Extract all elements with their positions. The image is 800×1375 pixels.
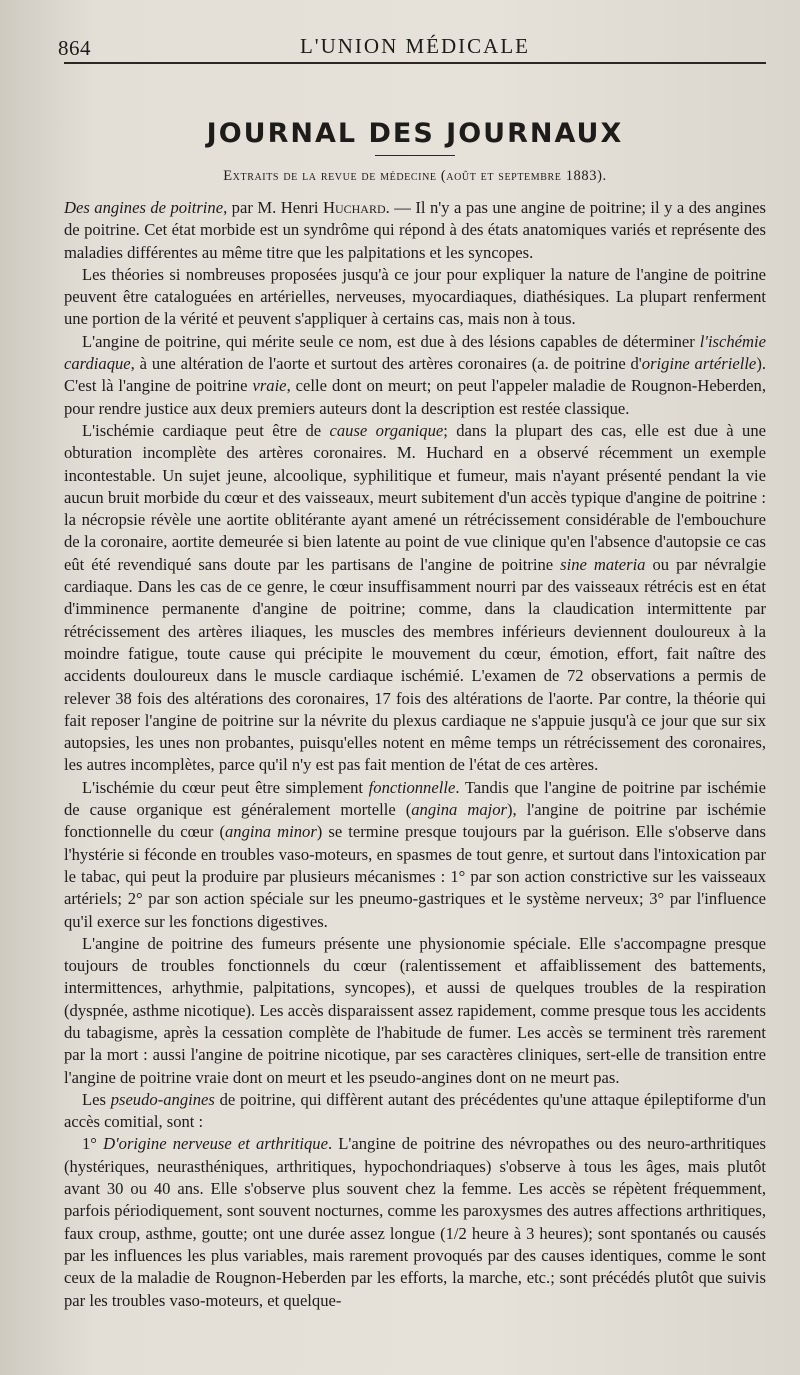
- text-run: L'angine de poitrine des fumeurs présente une physionomie spéciale. Elle s'accompagne presque toujours de troubles fonctionnels du cœur (ralentissement et affaiblissement des battements, intermittences, arhythmie, palpitations, syncopes), et aussi de quelques troubles de la respiration (dyspnée, asthme nicotique). Les accès disparaissent assez rapidement, comme presque tous les accidents du tabagisme, après la cessation complète de l'habitude de fumer. Les accès se terminent très rarement par la mort : aussi l'angine de poitrine nicotique, par ses caractères cliniques, sert-elle de transition entre l'angine de poitrine vraie dont on meurt et les pseudo-angines dont on ne meurt pas.: [64, 933, 766, 1087]
- italic-text: pseudo-angines: [110, 1089, 215, 1109]
- page-number: 864: [58, 36, 91, 60]
- journal-name: L'UNION MÉDICALE: [299, 34, 530, 58]
- italic-text: fonctionnelle: [368, 777, 456, 797]
- text-run: , par M. Henri: [223, 198, 323, 217]
- text-run: . Tandis que l'angine de poitrine par ischémie de cause organique est généralement mortelle (: [64, 777, 766, 820]
- italic-text: origine artérielle: [641, 354, 757, 374]
- text-run: ), l'angine de poitrine par ischémie fonctionnelle du cœur (: [64, 800, 767, 842]
- text-run: ou par névralgie cardiaque. Dans les cas de ce genre, le cœur insuffisamment nourri par des vaisseaux rétrécis est en état d'imminence permanente d'angine de poitrine; comme, dans la claudication intermittente par rétrécissement des artères iliaques, les muscles des membres inférieurs deviennent douloureux à la moindre fatigue, toute cause qui précipite le mouvement du cœur, émotion, effort, fait naître des accidents douloureux dans le muscle cardiaque ischémié. L'examen de 72 observations a permis de relever 38 fois des altérations des coronaires, 17 fois des altérations de l'aorte. Par contre, la théorie qui fait reposer l'angine de poitrine sur la névrite du plexus cardiaque ne s'appuie jusqu'à ce jour que sur six autopsies, les unes non probantes, puisqu'elles notent en même temps un rétrécissement des coronaires, les autres incomplètes, parce qu'il n'y est pas fait mention de l'état de ces artères.: [64, 554, 766, 775]
- text-run: , à une altération de l'aorte et surtout des artères coronaires (a. de poitrine d': [130, 354, 642, 374]
- text-run: Les théories si nombreuses proposées jusqu'à ce jour pour expliquer la nature de l'angine de poitrine peuvent être cataloguées en artérielles, nerveuses, myocardiaques, diathésiques. La plupart renferment une portion de la vérité et peuvent s'appliquer à certains cas, mais non à tous.: [64, 264, 766, 329]
- italic-text: angina major: [411, 800, 508, 820]
- running-header: [58, 28, 766, 64]
- text-run: . L'angine de poitrine des névropathes ou des neuro-arthritiques (hystériques, neurasthéniques, arthritiques, hypochondriaques) s'observe à tous les âges, mais plutôt avant 30 ou 40 ans. Elle s'observe plus souvent chez la femme. Les accès se répètent fréquemment, parfois périodiquement, sont souvent nocturnes, comme les paroxysmes des autres affections arthritiques, faux croup, asthme, goutte; ont une durée assez longue (1/2 heure à 3 heures); sont spontanés ou causés par les influences les plus variables, mais rarement provoqués par des causes identiques, comme le sont ceux de la maladie de Rougnon-Heberden par les efforts, la marche, etc.; sont précédés plutôt que suivis par les troubles vaso-moteurs, et quelque-: [64, 1134, 766, 1310]
- italic-text: Des angines de poitrine: [64, 198, 224, 217]
- text-run: L'ischémie du cœur peut être simplement: [82, 777, 369, 797]
- text-run: , celle dont on meurt; on peut l'appeler maladie de Rougnon-Heberden, pour rendre justice aux deux premiers auteurs dont la description est restée classique.: [64, 376, 766, 418]
- paragraph: [64, 777, 766, 933]
- title-rule: [375, 155, 455, 156]
- section-title: JOURNAL DES JOURNAUX: [206, 118, 624, 149]
- italic-text: vraie: [252, 376, 287, 396]
- text-run: de poitrine, qui diffèrent autant des précédentes qu'une attaque épileptiforme d'un accès comitial, sont :: [64, 1089, 766, 1132]
- text-run: L'angine de poitrine, qui mérite seule ce nom, est due à des lésions capables de déterminer: [82, 331, 700, 351]
- text-run: Les: [82, 1089, 111, 1109]
- text-run: Huchard: [322, 198, 386, 217]
- paragraph: [64, 1089, 766, 1134]
- paragraph: [64, 197, 766, 264]
- paragraph: [64, 933, 766, 1089]
- italic-text: l'ischémie cardiaque: [64, 331, 766, 374]
- paragraph: [64, 264, 766, 331]
- paragraph: [64, 420, 766, 777]
- text-run: L'ischémie cardiaque peut être de: [82, 420, 330, 440]
- text-run: ). C'est là l'angine de poitrine: [64, 354, 766, 396]
- italic-text: cause organique: [329, 420, 444, 440]
- paragraph: [64, 1133, 766, 1311]
- paragraph: [64, 331, 766, 420]
- text-run: . — Il n'y a pas une angine de poitrine; il y a des angines de poitrine. Cet état morbide est un syndrôme qui répond à des états anatomiques variés et représente des maladies différentes au même titre que les palpitations et les syncopes.: [64, 198, 766, 262]
- italic-text: D'origine nerveuse et arthritique: [103, 1134, 328, 1154]
- section-subtitle: Extraits de la revue de médecine (août et septembre 1883).: [223, 168, 607, 184]
- text-run: ; dans la plupart des cas, elle est due à une obturation incomplète des artères coronaires. M. Huchard en a observé récemment un exemple incontestable. Un sujet jeune, alcoolique, syphilitique et fumeur, mais n'ayant présenté pendant la vie aucun bruit morbide du cœur et des vaisseaux, meurt subitement d'un accès typique d'angine de poitrine : la nécropsie révèle une aortite oblitérante ayant amené un rétrécissement considérable de l'embouchure de la coronaire, aortite demeurée si bien latente au point de vue clinique qu'en l'absence d'autopsie ce cas eût été revendiqué sans doute par les partisans de l'angine de poitrine: [64, 420, 766, 574]
- text-run: 1°: [82, 1134, 104, 1154]
- italic-text: angina minor: [225, 822, 317, 842]
- article-body: [64, 197, 766, 1312]
- text-run: ) se termine presque toujours par la guérison. Elle s'observe dans l'hystérie si féconde en troubles vaso-moteurs, en spasmes de tout genre, et surtout dans l'intoxication par le tabac, qui peut la produire par plusieurs mécanismes : 1° par son action constrictive sur les vaisseaux artériels; 2° par son action spéciale sur les pneumo-gastriques et le système nerveux; 3° par l'influence qu'il exerce sur les fonctions digestives.: [64, 822, 766, 931]
- italic-text: sine materia: [560, 554, 646, 574]
